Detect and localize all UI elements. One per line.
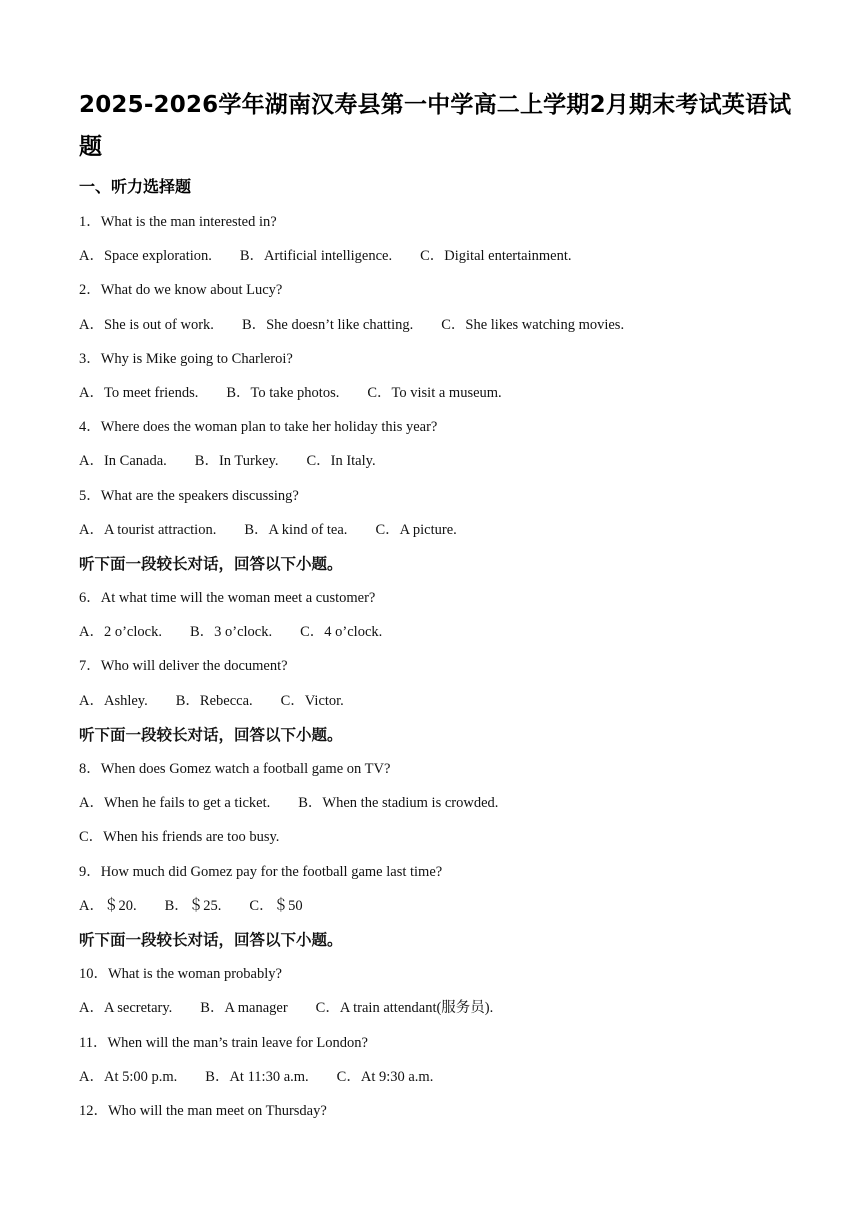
listening-group-heading: 听下面一段较长对话，回答以下小题。	[79, 930, 343, 949]
answer-options-row	[79, 1064, 799, 1098]
answer-option: B．A kind of tea.	[244, 521, 348, 538]
answer-option: A．She is out of work.	[79, 316, 214, 333]
question-stem: 9．How much did Gomez pay for the football game last time?	[79, 863, 443, 880]
answer-option: A．A secretary.	[79, 1000, 173, 1017]
answer-option: C．To visit a museum.	[367, 384, 502, 401]
answer-option: B．To take photos.	[226, 384, 340, 401]
answer-option: C．A train attendant(服务员).	[315, 1000, 494, 1017]
question-stem: 6．At what time will the woman meet a customer?	[79, 590, 376, 607]
listening-group-heading: 听下面一段较长对话，回答以下小题。	[79, 554, 343, 573]
answer-option: A．At 5:00 p.m.	[79, 1068, 178, 1085]
answer-option: B．She doesn’t like chatting.	[241, 316, 414, 333]
question-stem: 12．Who will the man meet on Thursday?	[79, 1102, 327, 1119]
answer-options-row	[79, 380, 799, 414]
answer-options-row	[79, 824, 799, 858]
question-stem: 1．What is the man interested in?	[79, 214, 277, 230]
answer-option: C．She likes watching movies.	[441, 316, 625, 333]
answer-option: C．At 9:30 a.m.	[336, 1068, 434, 1085]
answer-option: B．＄25.	[164, 897, 222, 914]
answer-option: C．When his friends are too busy.	[79, 829, 280, 846]
answer-options-row	[79, 790, 799, 824]
answer-option: B．In Turkey.	[194, 453, 279, 470]
question-stem: 11．When will the man’s train leave for London?	[79, 1034, 368, 1051]
answer-option: B．3 o’clock.	[189, 624, 273, 641]
answer-option: B．When the stadium is crowded.	[298, 795, 499, 812]
answer-option: A．To meet friends.	[79, 384, 199, 401]
answer-option: C．Victor.	[280, 692, 344, 709]
answer-option: B．Rebecca.	[175, 692, 253, 709]
question-stem: 10．What is the woman probably?	[79, 966, 282, 983]
answer-option: C．4 o’clock.	[300, 624, 383, 641]
question-stem: 2．What do we know about Lucy?	[79, 282, 283, 299]
answer-option: A．＄20.	[79, 897, 137, 914]
question-stem: 3．Why is Mike going to Charleroi?	[79, 350, 293, 367]
answer-options-row	[79, 448, 799, 482]
answer-options-row	[79, 893, 799, 927]
answer-option: A．In Canada.	[79, 453, 167, 470]
answer-option: B．Artificial intelligence.	[239, 248, 393, 265]
answer-options-row	[79, 312, 799, 346]
document-title: 2025-2026学年湖南汉寿县第一中学高二上学期2月期末考试英语试题	[79, 92, 792, 160]
listening-group-heading: 听下面一段较长对话，回答以下小题。	[79, 725, 343, 744]
answer-option: A．Ashley.	[79, 692, 148, 709]
question-stem: 5．What are the speakers discussing?	[79, 487, 299, 504]
question-stem: 7．Who will deliver the document?	[79, 658, 288, 675]
answer-option: B．At 11:30 a.m.	[205, 1068, 309, 1085]
answer-option: A．When he fails to get a ticket.	[79, 795, 271, 812]
question-list	[79, 209, 799, 1132]
answer-options-row	[79, 517, 799, 551]
answer-option: C．＄50	[249, 897, 303, 914]
answer-option: C．Digital entertainment.	[420, 248, 572, 265]
answer-options-row	[79, 619, 799, 653]
answer-options-row	[79, 688, 799, 722]
answer-options-row	[79, 995, 799, 1029]
answer-options-row	[79, 243, 799, 277]
answer-option: A．A tourist attraction.	[79, 521, 217, 538]
answer-option: A．2 o’clock.	[79, 624, 162, 641]
question-stem: 8．When does Gomez watch a football game on TV?	[79, 761, 391, 777]
answer-option: A．Space exploration.	[79, 248, 212, 265]
question-stem: 4．Where does the woman plan to take her holiday this year?	[79, 419, 438, 436]
section-heading: 一、听力选择题	[79, 177, 192, 196]
answer-option: C．In Italy.	[306, 453, 376, 470]
answer-option: C．A picture.	[375, 521, 457, 538]
answer-option: B．A manager	[200, 1000, 288, 1017]
